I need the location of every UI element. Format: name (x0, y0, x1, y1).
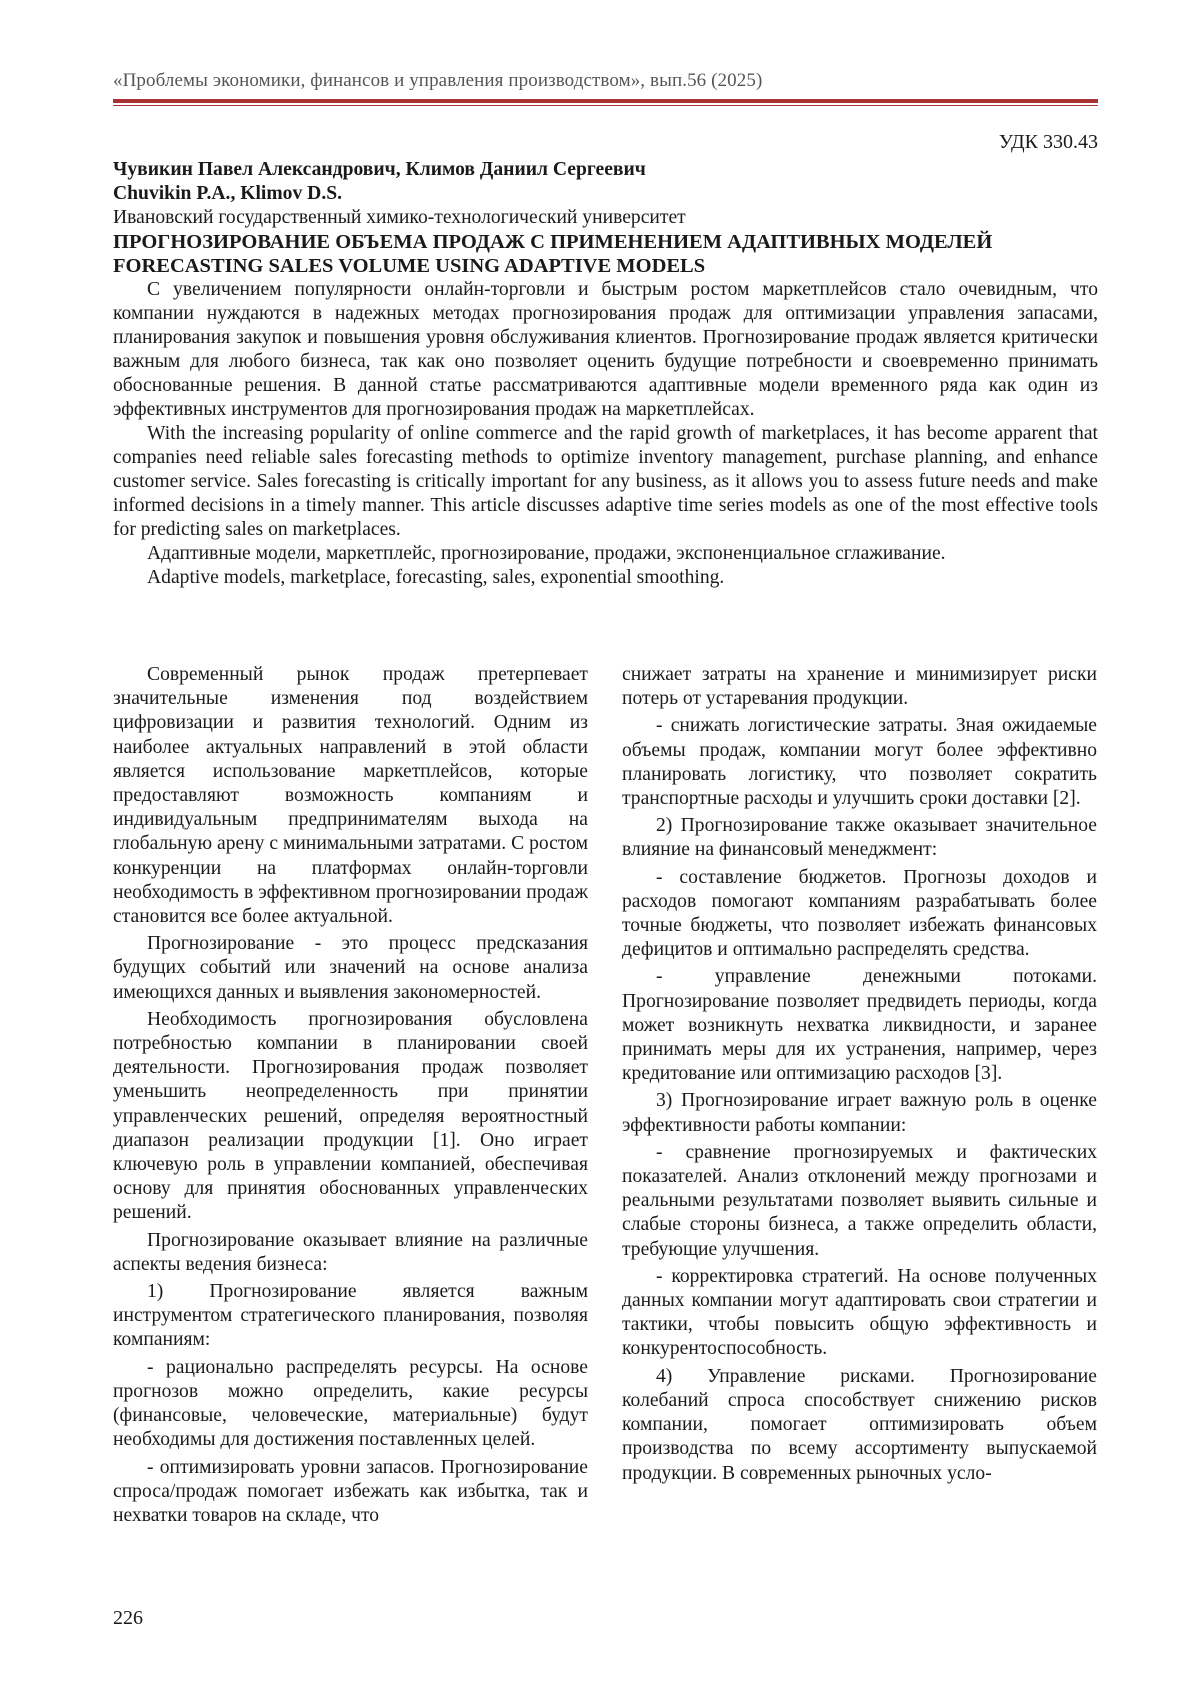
paragraph: - сравнение прогнозируемых и фактических показателей. Анализ отклонений между прогнозами и реальными результатами позволяет выявить сильные и слабые стороны бизнеса, а также определить области, требующие улучшения. (622, 1141, 1097, 1260)
keywords-russian: Адаптивные модели, маркетплейс, прогнозирование, продажи, экспоненциальное сглаживание. (147, 543, 946, 564)
paragraph: - оптимизировать уровни запасов. Прогнозирование спроса/продаж помогает избежать как избытка, так и нехватки товаров на складе, что (113, 1456, 588, 1526)
paragraph: 3) Прогнозирование играет важную роль в оценке эффективности работы компании: (622, 1090, 1097, 1136)
paragraph: Современный рынок продаж претерпевает значительные изменения под воздействием цифровизации и развития технологий. Одним из наиболее актуальных направлений в этой области является использование маркетплейсов, которые предоставляют возможность компаниям и индивидуальным предпринимателям выхода на глобальную арену с минимальными затратами. С ростом конкуренции на платформах онлайн-торговли необходимость в эффективном прогнозировании продаж становится все более актуальной. (113, 664, 588, 928)
abstract (113, 278, 1098, 542)
abstract-english: With the increasing popularity of online commerce and the rapid growth of marketplaces, it has become apparent that companies need reliable sales forecasting methods to optimize inventory management, purchase planning, and enhance customer service. Sales forecasting is critically important for any business, as it allows you to assess future needs and make informed decisions in a timely manner. This article discusses adaptive time series models as one of the most effective tools for predicting sales on marketplaces. (113, 423, 1098, 540)
paragraph: - управление денежными потоками. Прогнозирование позволяет предвидеть периоды, когда может возникнуть нехватка ликвидности, и заранее принимать меры для их устранения, например, через кредитование или оптимизацию расходов [3]. (622, 966, 1097, 1085)
paragraph: Необходимость прогнозирования обусловлена потребностью компании в планировании своей деятельности. Прогнозирования продаж позволяет уменьшить неопределенность при принятии управленческих решений, определяя вероятностный диапазон реализации продукции [1]. Оно играет ключевую роль в управлении компанией, обеспечивая основу для принятия обоснованных управленческих решений. (113, 1008, 588, 1224)
body-column-right (622, 663, 1097, 1489)
affiliation: Ивановский государственный химико-технологический университет (113, 207, 686, 228)
paragraph-continuation: снижает затраты на хранение и минимизирует риски потерь от устаревания продукции. (622, 664, 1097, 710)
header-rule-thin (113, 105, 1098, 106)
article-front-matter (113, 158, 1098, 590)
udk-code: УДК 330.43 (998, 131, 1098, 153)
paragraph: Прогнозирование - это процесс предсказания будущих событий или значений на основе анализа имеющихся данных и выявления закономерностей. (113, 933, 588, 1003)
abstract-russian: С увеличением популярности онлайн-торговли и быстрым ростом маркетплейсов стало очевидным, что компании нуждаются в надежных методах прогнозирования продаж для оптимизации управления запасами, планирования закупок и повышения уровня обслуживания клиентов. Прогнозирование продаж является критически важным для любого бизнеса, так как оно позволяет оценить будущие потребности и своевременно принимать обоснованные решения. В данной статье рассматриваются адаптивные модели временного ряда как один из эффективных инструментов для прогнозирования продаж на маркетплейсах. (113, 279, 1098, 420)
page-number: 226 (113, 1607, 143, 1629)
paragraph: - снижать логистические затраты. Зная ожидаемые объемы продаж, компании могут более эффективно планировать логистику, что позволяет сократить транспортные расходы и улучшить сроки доставки [2]. (622, 715, 1097, 810)
title-russian: ПРОГНОЗИРОВАНИЕ ОБЪЕМА ПРОДАЖ С ПРИМЕНЕНИЕМ АДАПТИВНЫХ МОДЕЛЕЙ (113, 231, 993, 253)
authors-english: Chuvikin P.A., Klimov D.S. (113, 183, 343, 204)
keywords-english: Adaptive models, marketplace, forecasting, sales, exponential smoothing. (147, 567, 725, 588)
paragraph: 1) Прогнозирование является важным инструментом стратегического планирования, позволяя компаниям: (113, 1281, 588, 1351)
paragraph: 2) Прогнозирование также оказывает значительное влияние на финансовый менеджмент: (622, 815, 1097, 861)
authors-russian: Чувикин Павел Александрович, Климов Даниил Сергеевич (113, 159, 646, 180)
paragraph: 4) Управление рисками. Прогнозирование колебаний спроса способствует снижению рисков компании, помогает оптимизировать объем производства по всему ассортименту выпускаемой продукции. В современных рыночных усло- (622, 1365, 1097, 1484)
journal-running-header: «Проблемы экономики, финансов и управления производством», вып.56 (2025) (113, 70, 763, 91)
body-column-left (113, 663, 588, 1531)
paragraph: - составление бюджетов. Прогнозы доходов и расходов помогают компаниям разрабатывать более точные бюджеты, что позволяет избежать финансовых дефицитов и оптимально распределять средства. (622, 866, 1097, 961)
paragraph: - рационально распределять ресурсы. На основе прогнозов можно определить, какие ресурсы (финансовые, человеческие, материальные) будут необходимы для достижения поставленных целей. (113, 1356, 588, 1451)
paragraph: Прогнозирование оказывает влияние на различные аспекты ведения бизнеса: (113, 1229, 588, 1275)
paragraph: - корректировка стратегий. На основе полученных данных компании могут адаптировать свои стратегии и тактики, чтобы повысить общую эффективность и конкурентоспособность. (622, 1265, 1097, 1360)
title-english: FORECASTING SALES VOLUME USING ADAPTIVE MODELS (113, 255, 706, 277)
header-rule (113, 99, 1098, 103)
